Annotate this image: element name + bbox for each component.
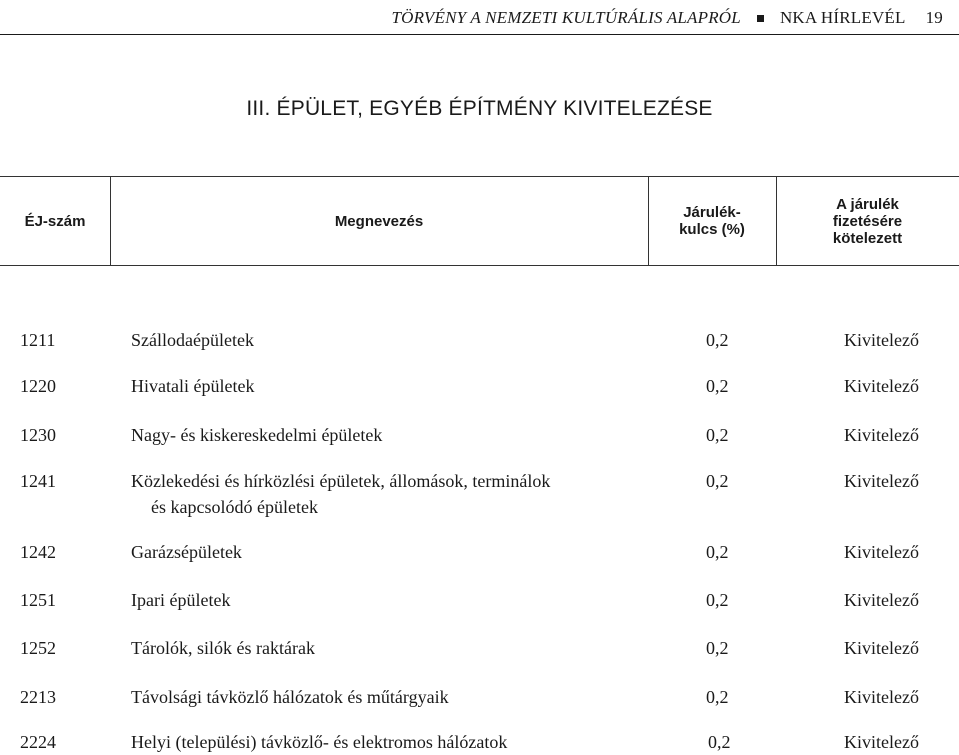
row-obligor: Kivitelező <box>844 687 919 707</box>
journal-name: NKA HÍRLEVÉL <box>779 8 906 27</box>
running-header <box>392 8 944 28</box>
row-obligor: Kivitelező <box>844 638 919 658</box>
header-rule <box>0 34 959 35</box>
row-rate: 0,2 <box>706 425 729 445</box>
row-name: Távolsági távközlő hálózatok és műtárgyaik <box>131 687 449 707</box>
row-rate: 0,2 <box>706 687 729 707</box>
table-header <box>0 176 959 266</box>
row-name: Nagy- és kiskereskedelmi épületek <box>131 425 383 445</box>
row-rate: 0,2 <box>708 732 731 752</box>
row-name: Helyi (települési) távközlő- és elektromos hálózatok <box>131 732 508 752</box>
row-obligor: Kivitelező <box>844 542 919 562</box>
row-rate: 0,2 <box>706 542 729 562</box>
row-code: 2213 <box>20 687 56 707</box>
row-name: Hivatali épületek <box>131 376 255 396</box>
row-code: 1252 <box>20 638 56 658</box>
row-code: 1241 <box>20 471 56 491</box>
column-header-code: ÉJ-szám <box>24 212 86 230</box>
row-obligor: Kivitelező <box>844 330 919 350</box>
page-number: 19 <box>925 8 943 27</box>
row-name: Szállodaépületek <box>131 330 254 350</box>
row-code: 1251 <box>20 590 56 610</box>
row-rate: 0,2 <box>706 330 729 350</box>
row-rate: 0,2 <box>706 638 729 658</box>
row-name: Tárolók, silók és raktárak <box>131 638 315 658</box>
row-code: 1220 <box>20 376 56 396</box>
column-header-name: Megnevezés <box>334 212 424 230</box>
column-header-rate: Járulék- kulcs (%) <box>679 204 745 238</box>
row-obligor: Kivitelező <box>844 425 919 445</box>
running-title: TÖRVÉNY A NEMZETI KULTÚRÁLIS ALAPRÓL <box>391 8 741 27</box>
row-code: 1242 <box>20 542 56 562</box>
row-code: 1211 <box>20 330 56 350</box>
row-name-line: és kapcsolódó épületek <box>151 497 318 517</box>
row-name-line: Közlekedési és hírközlési épületek, állomások, terminálok <box>131 471 551 491</box>
row-rate: 0,2 <box>706 471 729 491</box>
row-code: 1230 <box>20 425 56 445</box>
row-rate: 0,2 <box>706 590 729 610</box>
row-code: 2224 <box>20 732 56 752</box>
row-obligor: Kivitelező <box>844 590 919 610</box>
square-bullet-icon <box>757 15 764 22</box>
row-obligor: Kivitelező <box>844 376 919 396</box>
column-header-obligor: A járulék fizetésére kötelezett <box>832 195 903 247</box>
section-title: III. ÉPÜLET, EGYÉB ÉPÍTMÉNY KIVITELEZÉSE <box>246 97 713 120</box>
row-obligor: Kivitelező <box>844 471 919 491</box>
row-name: Garázsépületek <box>131 542 242 562</box>
row-name: Ipari épületek <box>131 590 231 610</box>
row-rate: 0,2 <box>706 376 729 396</box>
row-obligor: Kivitelező <box>844 732 919 752</box>
